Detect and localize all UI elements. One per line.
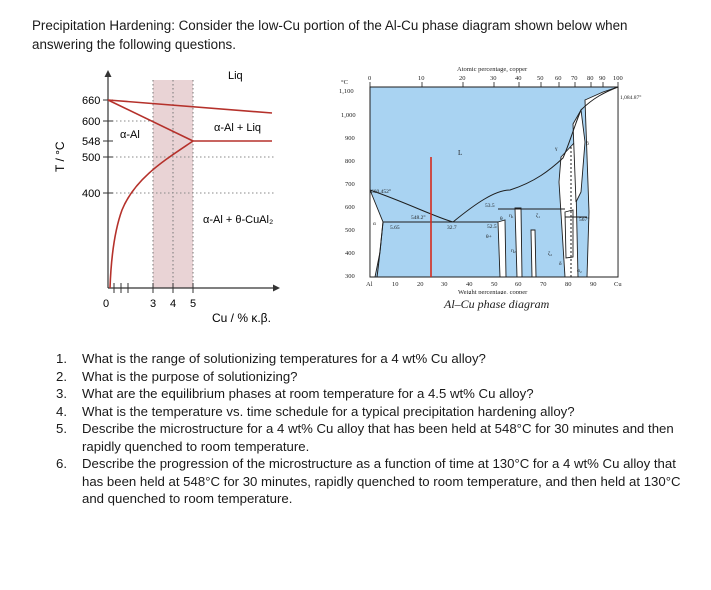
- y-axis-label: T / °C: [53, 141, 67, 172]
- x-tick-label-4: 4: [170, 298, 177, 310]
- question-number: 4.: [56, 403, 67, 419]
- temp-567-label: 567°: [579, 217, 590, 223]
- temp-tick-label: 900: [345, 135, 355, 142]
- al-melt-label: 660.452°: [371, 189, 392, 195]
- question-item: [52, 368, 692, 386]
- alpha2-label: α₂: [577, 268, 582, 274]
- gamma-label: γ: [555, 146, 558, 152]
- question-text: Describe the microstructure for a 4 wt% Cu alloy that has been held at 548°C for 30 minutes and then rapidly quenched to room temperature.: [82, 421, 674, 454]
- y-tick-label-548: 548: [82, 136, 101, 148]
- question-text: What are the equilibrium phases at room temperature for a 4.5 wt% Cu alloy?: [82, 386, 534, 401]
- bottom-tick-label: 80: [565, 281, 572, 288]
- top-tick-label: 60: [555, 75, 562, 82]
- x-tick-label-5: 5: [190, 298, 197, 310]
- temp-tick-label: 600: [345, 204, 355, 211]
- x-tick-label-3: 3: [150, 298, 157, 310]
- region-alpha: α-Al: [120, 129, 140, 141]
- x-axis-label: Cu / % κ.β.: [212, 311, 271, 325]
- bottom-tick-label: 20: [417, 281, 424, 288]
- top-axis-label: Atomic percentage, copper: [457, 66, 528, 73]
- question-item: [52, 455, 692, 508]
- temp-tick-label: 800: [345, 158, 355, 165]
- intro-paragraph: Precipitation Hardening: Consider the low-Cu portion of the Al-Cu phase diagram shown below when answering the following questions.: [32, 18, 628, 52]
- eutectic-comp-label: 32.7: [447, 225, 457, 231]
- temp-tick-label: 700: [345, 181, 355, 188]
- figure-caption: Al–Cu phase diagram: [444, 297, 550, 311]
- top-tick-label: 20: [459, 75, 466, 82]
- temp-tick-label: 1,000: [341, 112, 356, 119]
- question-list: [52, 350, 692, 508]
- peritectic-label: 53.5: [485, 203, 495, 209]
- question-item: [52, 350, 692, 368]
- question-item: [52, 420, 692, 455]
- top-tick-label: 40: [515, 75, 522, 82]
- temp-tick-label: 300: [345, 273, 355, 280]
- question-number: 5.: [56, 421, 67, 436]
- question-text: What is the temperature vs. time schedule for a typical precipitation hardening alloy?: [82, 403, 575, 419]
- top-tick-label: 10: [418, 75, 425, 82]
- cu-melt-label: 1,084.87°: [620, 95, 642, 101]
- solubility-label: 5.65: [390, 225, 400, 231]
- question-number: 2.: [56, 368, 67, 384]
- bottom-tick-label: 40: [466, 281, 473, 288]
- temp-tick-label: 1,100: [339, 88, 354, 95]
- temp-tick-label: 400: [345, 250, 355, 257]
- bottom-tick-label: 60: [515, 281, 522, 288]
- bottom-tick-label: Al: [366, 281, 373, 288]
- y-tick-label-500: 500: [82, 152, 101, 164]
- top-tick-label: 0: [368, 75, 372, 82]
- top-tick-label: 70: [571, 75, 578, 82]
- delta-label: δ: [559, 261, 562, 267]
- alpha-label: α: [373, 221, 376, 227]
- temp-tick-label: 500: [345, 227, 355, 234]
- bottom-axis-label: Weight percentage, copper: [458, 289, 528, 294]
- theta-mark-label: θ+: [486, 234, 492, 240]
- zeta2-label: ζ₂: [548, 251, 553, 257]
- top-tick-label: 80: [587, 75, 594, 82]
- question-number: 1.: [56, 351, 67, 366]
- zeta-region: [531, 230, 536, 277]
- y-tick-label-400: 400: [82, 188, 101, 200]
- y-tick-label-660: 660: [82, 95, 101, 107]
- x-tick-label-0: 0: [103, 298, 110, 310]
- region-liq: Liq: [228, 70, 243, 82]
- region-alpha-theta: α-Al + θ-CuAl₂: [203, 214, 274, 226]
- top-tick-label: 90: [599, 75, 606, 82]
- bottom-tick-label: 10: [392, 281, 399, 288]
- bottom-tick-label: 70: [540, 281, 547, 288]
- bottom-tick-label: Cu: [614, 281, 622, 288]
- top-tick-label: 50: [537, 75, 544, 82]
- question-text: What is the purpose of solutionizing?: [82, 368, 298, 384]
- y-tick-label-600: 600: [82, 116, 101, 128]
- left-phase-diagram: [40, 60, 300, 325]
- bottom-tick-label: 30: [441, 281, 448, 288]
- question-item: [52, 385, 692, 403]
- top-tick-label: 100: [613, 75, 623, 82]
- temp-unit-label: °C: [341, 79, 348, 86]
- zeta-label: ζ₁: [536, 213, 541, 219]
- question-text: What is the range of solutionizing temperatures for a 4 wt% Cu alloy?: [82, 351, 486, 366]
- theta-label: θ: [500, 216, 503, 222]
- eutectic-temp-label: 548.2°: [411, 215, 426, 221]
- comp-52-5-label: 52.5: [487, 224, 497, 230]
- bottom-tick-label: 50: [491, 281, 498, 288]
- y-axis-arrow: [105, 70, 112, 77]
- bottom-tick-label: 90: [590, 281, 597, 288]
- eta2-label: η₂: [511, 248, 516, 254]
- question-number: 3.: [56, 386, 67, 401]
- liquid-label: L: [458, 149, 463, 157]
- question-number: 6.: [56, 456, 67, 471]
- question-text: Describe the progression of the microstructure as a function of time at 130°C for a 4 wt% Cu alloy that has been held at 548°C for 30 minutes, rapidly quenched to room temperature, and then held at 130°C and quenched to room temperature.: [82, 456, 681, 506]
- eta-label: η₁: [509, 213, 514, 219]
- top-tick-label: 30: [490, 75, 497, 82]
- x-axis-arrow: [273, 285, 280, 292]
- beta-label: β: [586, 141, 589, 147]
- region-alpha-liq: α-Al + Liq: [214, 122, 262, 134]
- cu-region: [585, 87, 618, 277]
- question-item: [52, 403, 692, 421]
- al-cu-phase-diagram: [335, 62, 660, 294]
